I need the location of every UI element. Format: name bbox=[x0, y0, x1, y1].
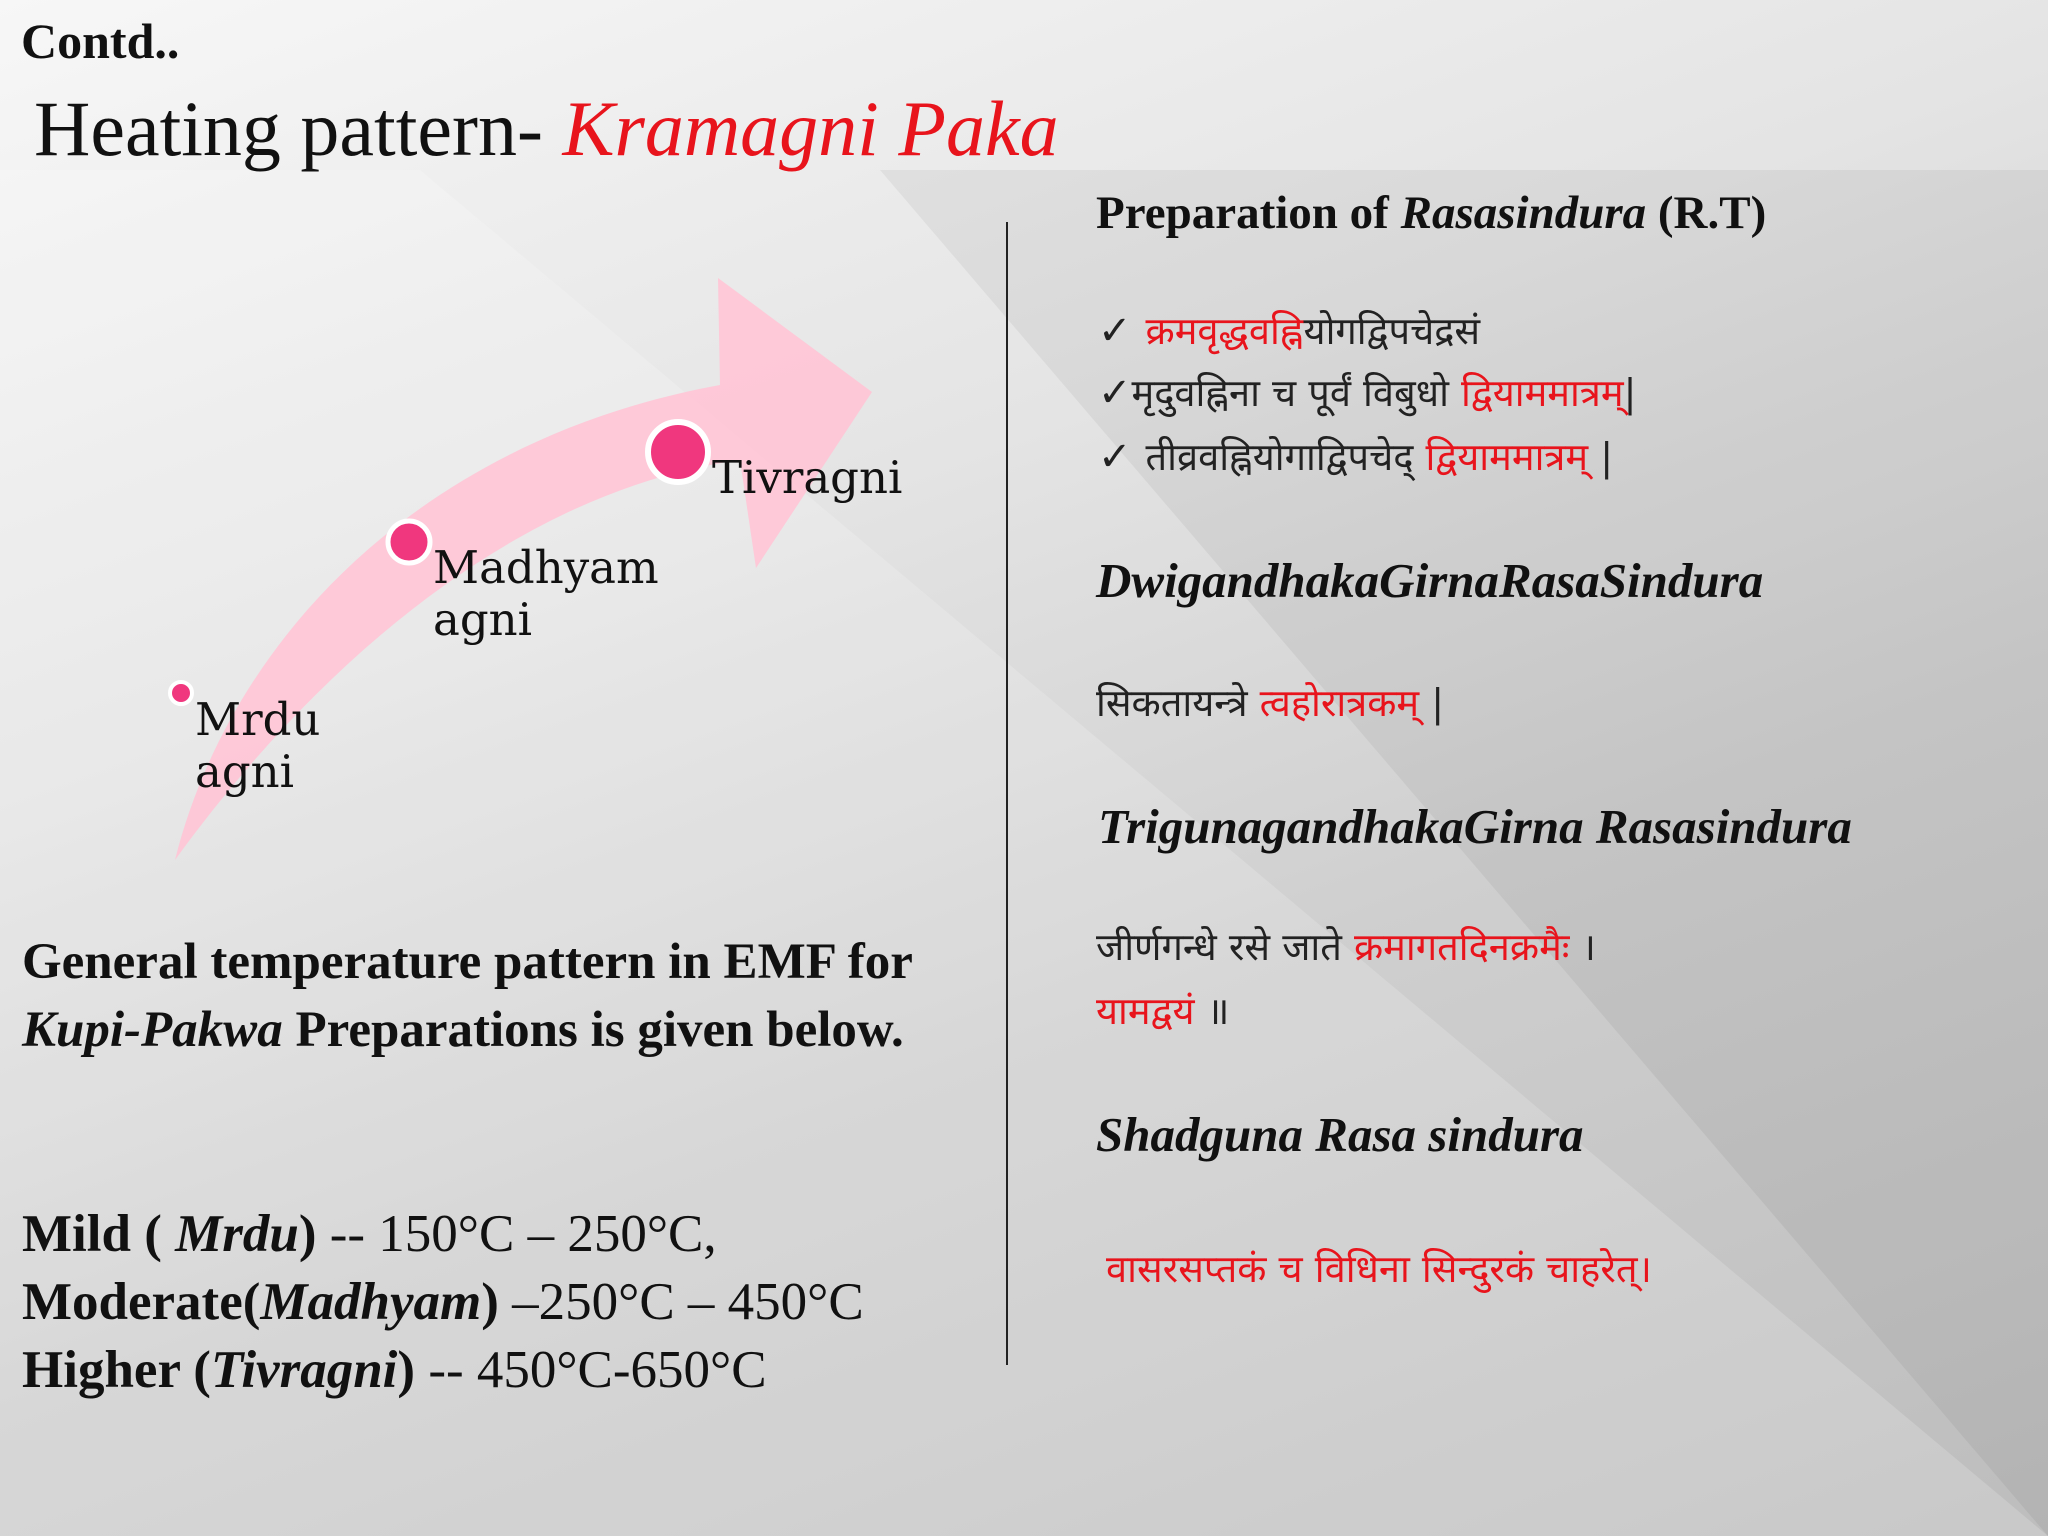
temp-label: Moderate(Madhyam) bbox=[22, 1273, 499, 1331]
stage-label-line: agni bbox=[195, 745, 295, 798]
stage-label-mrdu bbox=[195, 694, 320, 798]
title-emphasis: Kramagni Paka bbox=[562, 85, 1059, 172]
checklist-item: ✓ क्रमवृद्धवह्नियोगद्विपचेद्रसं bbox=[1098, 308, 1481, 354]
temp-range: –250°C – 450°C bbox=[498, 1273, 864, 1331]
stage-dot-mrdu bbox=[170, 682, 192, 704]
stage-label-line: Madhyam bbox=[433, 541, 659, 594]
section-verse: वासरसप्तकं च विधिना सिन्दुरकं चाहरेत्। bbox=[1106, 1247, 1652, 1291]
stage-label-line: agni bbox=[433, 593, 533, 646]
stage-dot-madhyam bbox=[388, 521, 430, 563]
intro-text: Preparations is given below. bbox=[282, 1002, 904, 1058]
section-verse: सिकतायन्त्रे त्वहोरात्रकम् | bbox=[1096, 681, 1445, 725]
temperature-row bbox=[22, 1268, 864, 1336]
section-verse: यामद्वयं ॥ bbox=[1096, 989, 1230, 1033]
stage-dot-tivragni bbox=[648, 422, 708, 482]
checkmark-icon: ✓ bbox=[1098, 308, 1132, 354]
temperature-list bbox=[22, 1200, 864, 1404]
section-title-trigunagandhaka: TrigunagandhakaGirna Rasasindura bbox=[1098, 799, 1852, 854]
stage-label-tivragni bbox=[712, 452, 902, 504]
title-prefix: Heating pattern- bbox=[34, 85, 563, 172]
column-divider bbox=[1006, 222, 1008, 1365]
intro-text: General temperature pattern in EMF for bbox=[22, 934, 912, 990]
preparation-heading: Preparation of Rasasindura (R.T) bbox=[1096, 187, 1767, 239]
temperature-row bbox=[22, 1336, 864, 1404]
temp-label: Mild ( Mrdu) bbox=[22, 1205, 317, 1263]
checkmark-icon: ✓ bbox=[1098, 370, 1132, 416]
stage-label-line: Mrdu bbox=[195, 693, 321, 746]
stage-label-line: Tivragni bbox=[712, 451, 903, 504]
checklist-item: ✓मृदुवह्निना च पूर्वं विबुधो द्वियाममात्रम्| bbox=[1098, 370, 1637, 416]
contd-label: Contd.. bbox=[21, 13, 180, 69]
checklist-item: ✓ तीव्रवह्नियोगाद्विपचेद् द्वियाममात्रम् | bbox=[1098, 434, 1614, 480]
stage-label-madhyam bbox=[433, 542, 659, 646]
checkmark-icon: ✓ bbox=[1098, 434, 1132, 480]
temp-range: -- 450°C-650°C bbox=[415, 1341, 767, 1399]
intro-paragraph bbox=[22, 928, 952, 1064]
section-verse: जीर्णगन्धे रसे जाते क्रमागतदिनक्रमैः । bbox=[1096, 925, 1596, 969]
temperature-row bbox=[22, 1200, 864, 1268]
section-title-shadguna: Shadguna Rasa sindura bbox=[1096, 1107, 1584, 1162]
temp-label: Higher (Tivragni) bbox=[22, 1341, 416, 1399]
section-title-dwigandhaka: DwigandhakaGirnaRasaSindura bbox=[1096, 553, 1764, 608]
temp-range: -- 150°C – 250°C, bbox=[316, 1205, 717, 1263]
intro-italic: Kupi-Pakwa bbox=[22, 1002, 283, 1058]
